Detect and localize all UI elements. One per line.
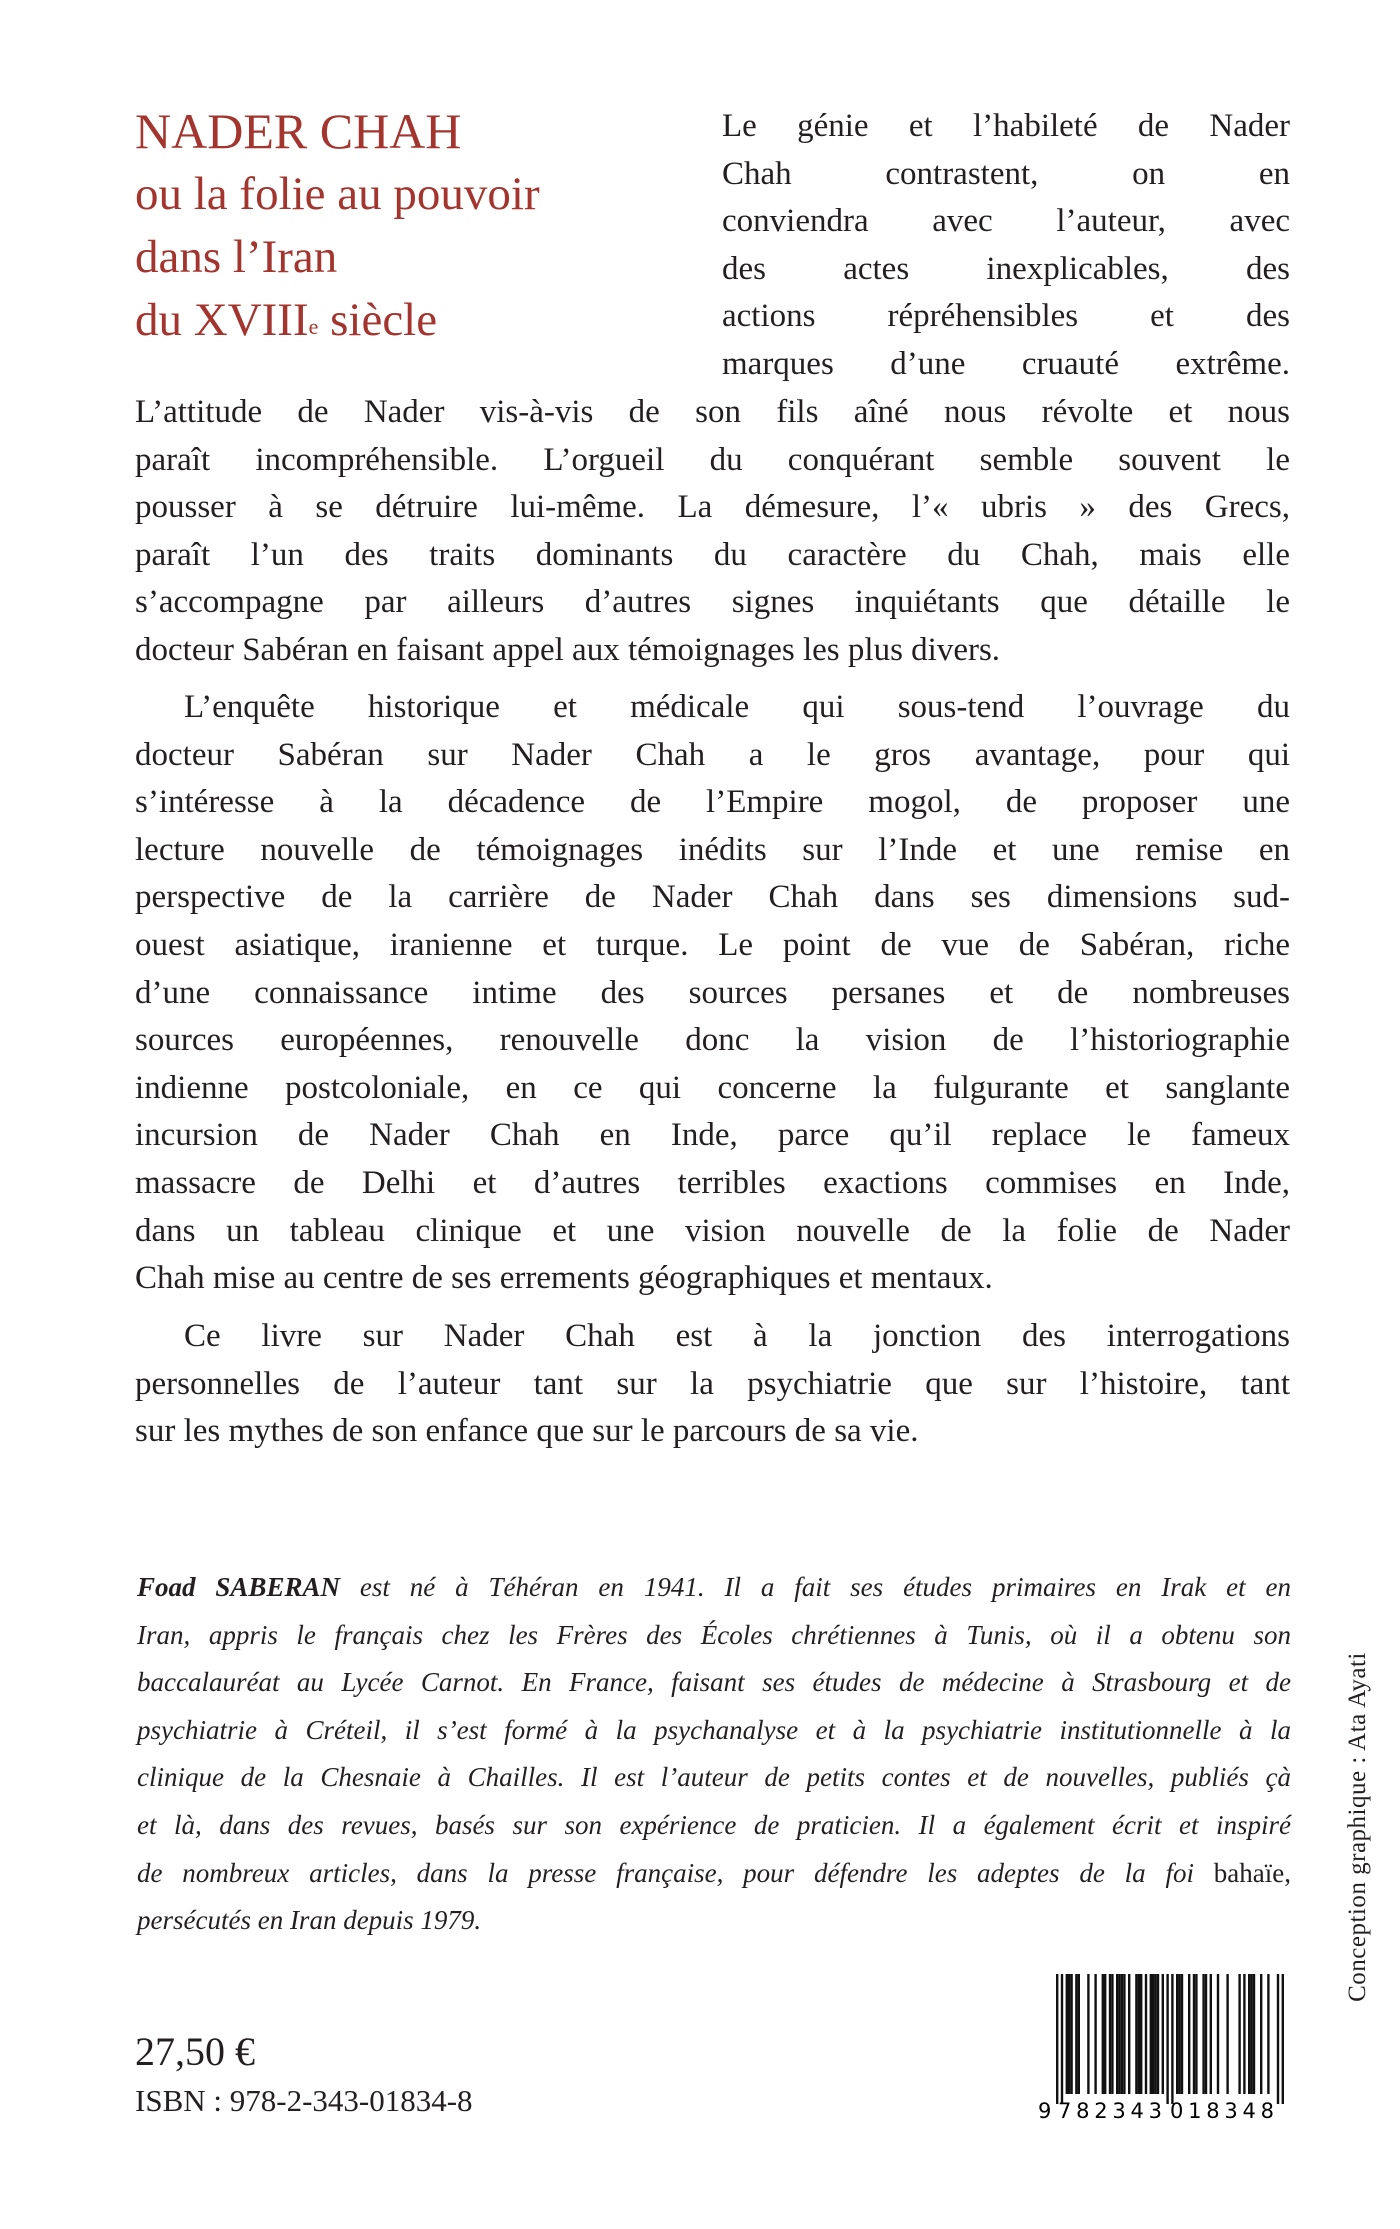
barcode-digits-left: 782343 [1058, 2099, 1162, 2122]
text-line: Ce livre sur Nader Chah est à la jonction des interrogations [184, 1318, 1290, 1354]
text-line: sources européennes, renouvelle donc la vision de l’historiographie [135, 1022, 1290, 1059]
text-line: paraît l’un des traits dominants du caractère du Chah, mais elle [135, 536, 1290, 573]
barcode-bar [1070, 1974, 1072, 2094]
barcode-bar [1087, 1974, 1089, 2094]
text-line: paraît incompréhensible. L’orgueil du conquérant semble souvent le [135, 441, 1290, 478]
bio-line: baccalauréat au Lycée Carnot. En France, faisant ses études de médecine à Strasbourg et de [137, 1667, 1291, 1698]
bio-text-upright: bahaïe, [1213, 1857, 1291, 1888]
barcode-bar [1068, 1974, 1070, 2094]
book-title [135, 100, 540, 352]
bio-text: est né à Téhéran en 1941. Il a fait ses études primaires en Irak et en [339, 1572, 1291, 1602]
text-line: personnelles de l’auteur tant sur la psychiatrie que sur l’histoire, tant [135, 1365, 1290, 1402]
barcode-bar [1061, 1974, 1063, 2104]
barcode-bar [1128, 1974, 1130, 2094]
text-line: massacre de Delhi et d’autres terribles exactions commises en Inde, [135, 1164, 1290, 1201]
intro-column [722, 103, 1290, 389]
bio-line [137, 1564, 1291, 1612]
barcode-bar [1267, 1974, 1269, 2094]
text-line: s’intéresse à la décadence de l’Empire mogol, de proposer une [135, 784, 1290, 821]
barcode-bar [1210, 1974, 1212, 2094]
text-line: dans un tableau clinique et une vision nouvelle de la folie de Nader [135, 1212, 1290, 1249]
barcode-bar [1116, 1974, 1118, 2094]
barcode-bar [1140, 1974, 1142, 2094]
barcode-bar [1157, 1974, 1159, 2094]
barcode-bar [1154, 1974, 1156, 2094]
barcode-bar [1118, 1974, 1120, 2094]
bio-line: persécutés en Iran depuis 1979. [137, 1905, 482, 1936]
barcode-bar [1150, 1974, 1152, 2094]
text-line: lecture nouvelle de témoignages inédits sur l’Inde et une remise en [135, 831, 1290, 868]
barcode-bar [1162, 1974, 1164, 2094]
bio-line: et là, dans des revues, basés sur son expérience de praticien. Il a également écrit et inspiré [137, 1809, 1291, 1840]
barcode-bar [1277, 1974, 1279, 2104]
barcode-bar [1250, 1974, 1252, 2094]
bio-text: de nombreux articles, dans la presse française, pour défendre les adeptes de la foi [137, 1857, 1214, 1888]
paragraph-1 [135, 389, 1290, 675]
text-line: incursion de Nader Chah en Inde, parce qu’il replace le fameux [135, 1117, 1290, 1154]
barcode-bar [1248, 1974, 1250, 2094]
bio-line [137, 1850, 1291, 1898]
subtitle-line: ou la folie au pouvoir [135, 168, 540, 220]
barcode-bar [1152, 1974, 1154, 2094]
barcode-bar [1181, 1974, 1183, 2094]
text-line: docteur Sabéran en faisant appel aux témoignages les plus divers. [135, 631, 1001, 668]
barcode-bar [1104, 1974, 1106, 2094]
isbn: ISBN : 978-2-343-01834-8 [135, 2083, 473, 2118]
title-main: NADER CHAH [135, 103, 462, 159]
barcode-bar [1123, 1974, 1125, 2094]
barcode-bar [1166, 1974, 1168, 2104]
barcode-bar [1121, 1974, 1123, 2094]
price: 27,50 € [135, 2029, 255, 2074]
text-line: actions répréhensibles et des [722, 298, 1290, 335]
barcode-bar [1202, 1974, 1204, 2094]
text-line: pousser à se détruire lui-même. La démesure, l’« ubris » des Grecs, [135, 489, 1290, 526]
barcode-bar [1260, 1974, 1262, 2094]
paragraph-3 [135, 1313, 1290, 1456]
barcode-digits-right: 018348 [1170, 2099, 1274, 2122]
barcode-bar [1135, 1974, 1137, 2094]
text-line: d’une connaissance intime des sources persanes et de nombreuses [135, 974, 1290, 1011]
text-line: des actes inexplicables, des [722, 250, 1290, 287]
text-line: L’enquête historique et médicale qui sous-tend l’ouvrage du [184, 689, 1290, 725]
barcode-bar [1102, 1974, 1104, 2094]
barcode-bar [1226, 1974, 1228, 2094]
bio-line: psychiatrie à Créteil, il s’est formé à la psychanalyse et à la psychiatrie institutionnelle à la [137, 1714, 1291, 1745]
barcode-bar [1145, 1974, 1147, 2094]
barcode-bar [1075, 1974, 1077, 2094]
barcode-bar [1188, 1974, 1190, 2094]
author-name: Foad SABERAN [137, 1572, 340, 1602]
text-line: s’accompagne par ailleurs d’autres signes inquiétants que détaille le [135, 584, 1290, 621]
century-sup: e [308, 314, 319, 339]
barcode-bar [1193, 1974, 1195, 2094]
text-line: docteur Sabéran sur Nader Chah a le gros avantage, pour qui [135, 736, 1290, 773]
barcode-bar [1205, 1974, 1207, 2094]
paragraph-2 [135, 684, 1290, 1303]
barcode-bar [1253, 1974, 1255, 2094]
barcode-bar [1178, 1974, 1180, 2094]
author-bio [137, 1564, 1291, 1945]
barcode-bar [1238, 1974, 1240, 2094]
barcode-bar [1066, 1974, 1068, 2094]
barcode-bar [1056, 1974, 1058, 2104]
barcode-bar [1111, 1974, 1113, 2094]
text-line: Chah contrastent, on en [722, 155, 1290, 192]
text-line: ouest asiatique, iranienne et turque. Le point de vue de Sabéran, riche [135, 926, 1290, 963]
subtitle-line: dans l’Iran [135, 231, 338, 283]
barcode-bar [1138, 1974, 1140, 2094]
barcode-bar [1195, 1974, 1197, 2094]
barcode-bar [1243, 1974, 1245, 2094]
text-line: marques d’une cruauté extrême. [722, 345, 1290, 382]
subtitle-century [135, 289, 540, 352]
barcode-bar [1282, 1974, 1284, 2104]
century-prefix: du XVIII [135, 294, 309, 346]
bio-line: clinique de la Chesnaie à Chailles. Il est l’auteur de petits contes et de nouvelles, publiés çà [137, 1762, 1291, 1793]
design-credit: Conception graphique : Ata Ayati [1344, 1652, 1371, 2002]
barcode-bar [1078, 1974, 1080, 2094]
barcode [1036, 1972, 1294, 2122]
text-line: conviendra avec l’auteur, avec [722, 203, 1290, 240]
text-line: Le génie et l’habileté de Nader [722, 108, 1290, 144]
barcode-bar [1176, 1974, 1178, 2094]
barcode-bar [1171, 1974, 1173, 2104]
barcode-bar [1217, 1974, 1219, 2094]
text-line: sur les mythes de son enfance que sur le parcours de sa vie. [135, 1413, 919, 1450]
century-suffix: siècle [318, 294, 438, 346]
barcode-bar [1094, 1974, 1096, 2094]
text-line: indienne postcoloniale, en ce qui concerne la fulgurante et sanglante [135, 1069, 1290, 1106]
text-line: L’attitude de Nader vis-à-vis de son fils aîné nous révolte et nous [135, 394, 1290, 430]
text-line: perspective de la carrière de Nader Chah dans ses dimensions sud- [135, 879, 1290, 916]
barcode-bar [1109, 1974, 1111, 2094]
bio-line: Iran, appris le français chez les Frères des Écoles chrétiennes à Tunis, où il a obtenu son [137, 1619, 1291, 1650]
barcode-digit-first: 9 [1038, 2099, 1052, 2122]
text-line: Chah mise au centre de ses errements géographiques et mentaux. [135, 1260, 993, 1297]
